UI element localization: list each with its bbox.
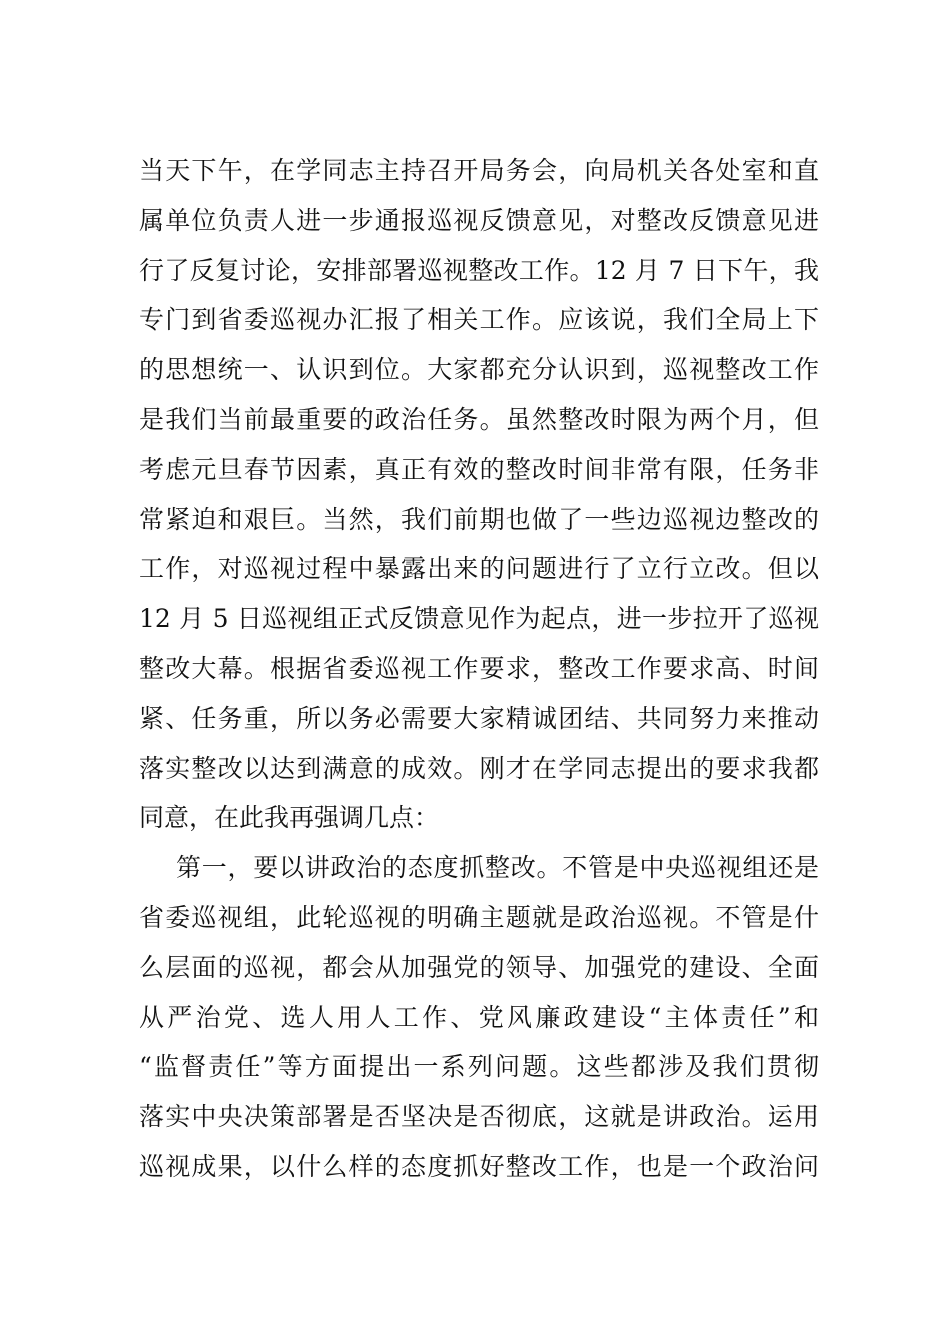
text-line: 紧、任务重，所以务必需要大家精诚团结、共同努力来推动 bbox=[139, 703, 819, 733]
text-line: 巡视成果，以什么样的态度抓好整改工作，也是一个政治问 bbox=[139, 1151, 819, 1181]
text-line: 考虑元旦春节因素，真正有效的整改时间非常有限，任务非 bbox=[139, 454, 819, 484]
text-line: 常紧迫和艰巨。当然，我们前期也做了一些边巡视边整改的 bbox=[139, 504, 819, 534]
text-line: 当天下午，在学同志主持召开局务会，向局机关各处室和直 bbox=[139, 156, 819, 185]
text-line: 从严治党、选人用人工作、党风廉政建设“主体责任”和 bbox=[139, 1002, 819, 1032]
text-line: 第一，要以讲政治的态度抓整改。不管是中央巡视组还是 bbox=[176, 853, 819, 883]
text-line: 同意，在此我再强调几点： bbox=[139, 803, 440, 833]
text-line: 省委巡视组，此轮巡视的明确主题就是政治巡视。不管是什 bbox=[139, 902, 819, 932]
text-line: 工作，对巡视过程中暴露出来的问题进行了立行立改。但以 bbox=[139, 554, 819, 584]
text-line: 么层面的巡视，都会从加强党的领导、加强党的建设、全面 bbox=[139, 952, 819, 982]
text-line: 是我们当前最重要的政治任务。虽然整改时限为两个月，但 bbox=[139, 404, 819, 434]
text-line: 落实整改以达到满意的成效。刚才在学同志提出的要求我都 bbox=[139, 753, 819, 783]
text-line: 行了反复讨论，安排部署巡视整改工作。12 月 7 日下午，我 bbox=[139, 255, 819, 285]
text-line: 专门到省委巡视办汇报了相关工作。应该说，我们全局上下 bbox=[139, 305, 819, 335]
document-body bbox=[139, 146, 819, 1192]
text-line: “监督责任”等方面提出一系列问题。这些都涉及我们贯彻 bbox=[139, 1052, 819, 1082]
text-line: 12 月 5 日巡视组正式反馈意见作为起点，进一步拉开了巡视 bbox=[139, 604, 819, 634]
text-line: 的思想统一、认识到位。大家都充分认识到，巡视整改工作 bbox=[139, 355, 819, 385]
text-line: 整改大幕。根据省委巡视工作要求，整改工作要求高、时间 bbox=[139, 653, 819, 683]
text-line: 落实中央决策部署是否坚决是否彻底，这就是讲政治。运用 bbox=[139, 1102, 819, 1132]
text-line: 属单位负责人进一步通报巡视反馈意见，对整改反馈意见进 bbox=[139, 205, 819, 235]
